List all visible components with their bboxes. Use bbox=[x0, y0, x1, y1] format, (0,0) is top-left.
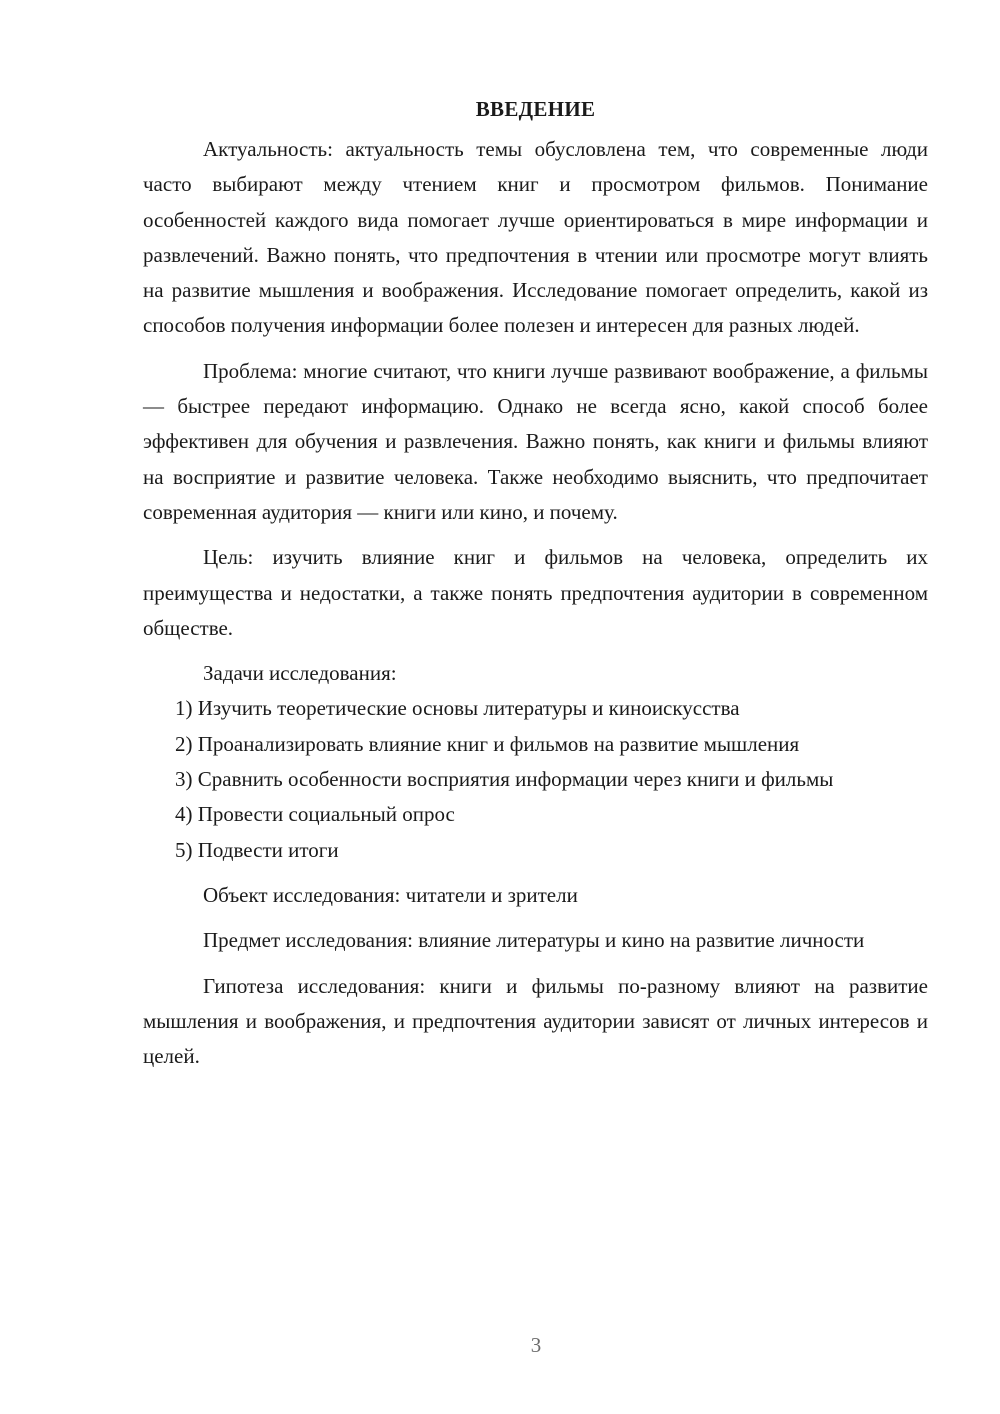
tasks-list bbox=[143, 691, 928, 867]
paragraph-goal: Цель: изучить влияние книг и фильмов на человека, определить их преимущества и недостатки, а также понять предпочтения аудитории в современном обществе. bbox=[143, 545, 928, 640]
paragraph-problem: Проблема: многие считают, что книги лучше развивают воображение, а фильмы — быстрее передают информацию. Однако не всегда ясно, какой способ более эффективен для обучения и развлечения. Важно понять, как книги и фильмы влияют на восприятие и развитие человека. Также необходимо выяснить, что предпочитает современная аудитория — книги или кино, и почему. bbox=[143, 358, 928, 524]
page-number: 3 bbox=[530, 1333, 542, 1357]
page-title: ВВЕДЕНИЕ bbox=[475, 97, 596, 121]
list-item: 5) Подвести итоги bbox=[175, 837, 339, 862]
paragraph-hypothesis: Гипотеза исследования: книги и фильмы по-разному влияют на развитие мышления и воображения, и предпочтения аудитории зависят от личных интересов и целей. bbox=[143, 973, 928, 1069]
list-item: 2) Проанализировать влияние книг и фильмов на развитие мышления bbox=[175, 731, 800, 756]
tasks-heading: Задачи исследования: bbox=[203, 661, 397, 686]
list-item: 4) Провести социальный опрос bbox=[175, 802, 455, 827]
paragraph-subject: Предмет исследования: влияние литературы и кино на развитие личности bbox=[203, 928, 865, 953]
list-item: 1) Изучить теоретические основы литературы и киноискусства bbox=[175, 696, 740, 721]
paragraph-relevance: Актуальность: актуальность темы обусловлена тем, что современные люди часто выбирают между чтением книг и просмотром фильмов. Понимание особенностей каждого вида помогает лучше ориентироваться в мире информации и развлечений. Важно понять, что предпочтения в чтении или просмотре могут влиять на развитие мышления и воображения. Исследование помогает определить, какой из способов получения информации более полезен и интересен для разных людей. bbox=[143, 137, 928, 338]
list-item: 3) Сравнить особенности восприятия информации через книги и фильмы bbox=[175, 767, 834, 792]
paragraph-object: Объект исследования: читатели и зрители bbox=[203, 882, 578, 907]
page-content bbox=[143, 92, 928, 1074]
